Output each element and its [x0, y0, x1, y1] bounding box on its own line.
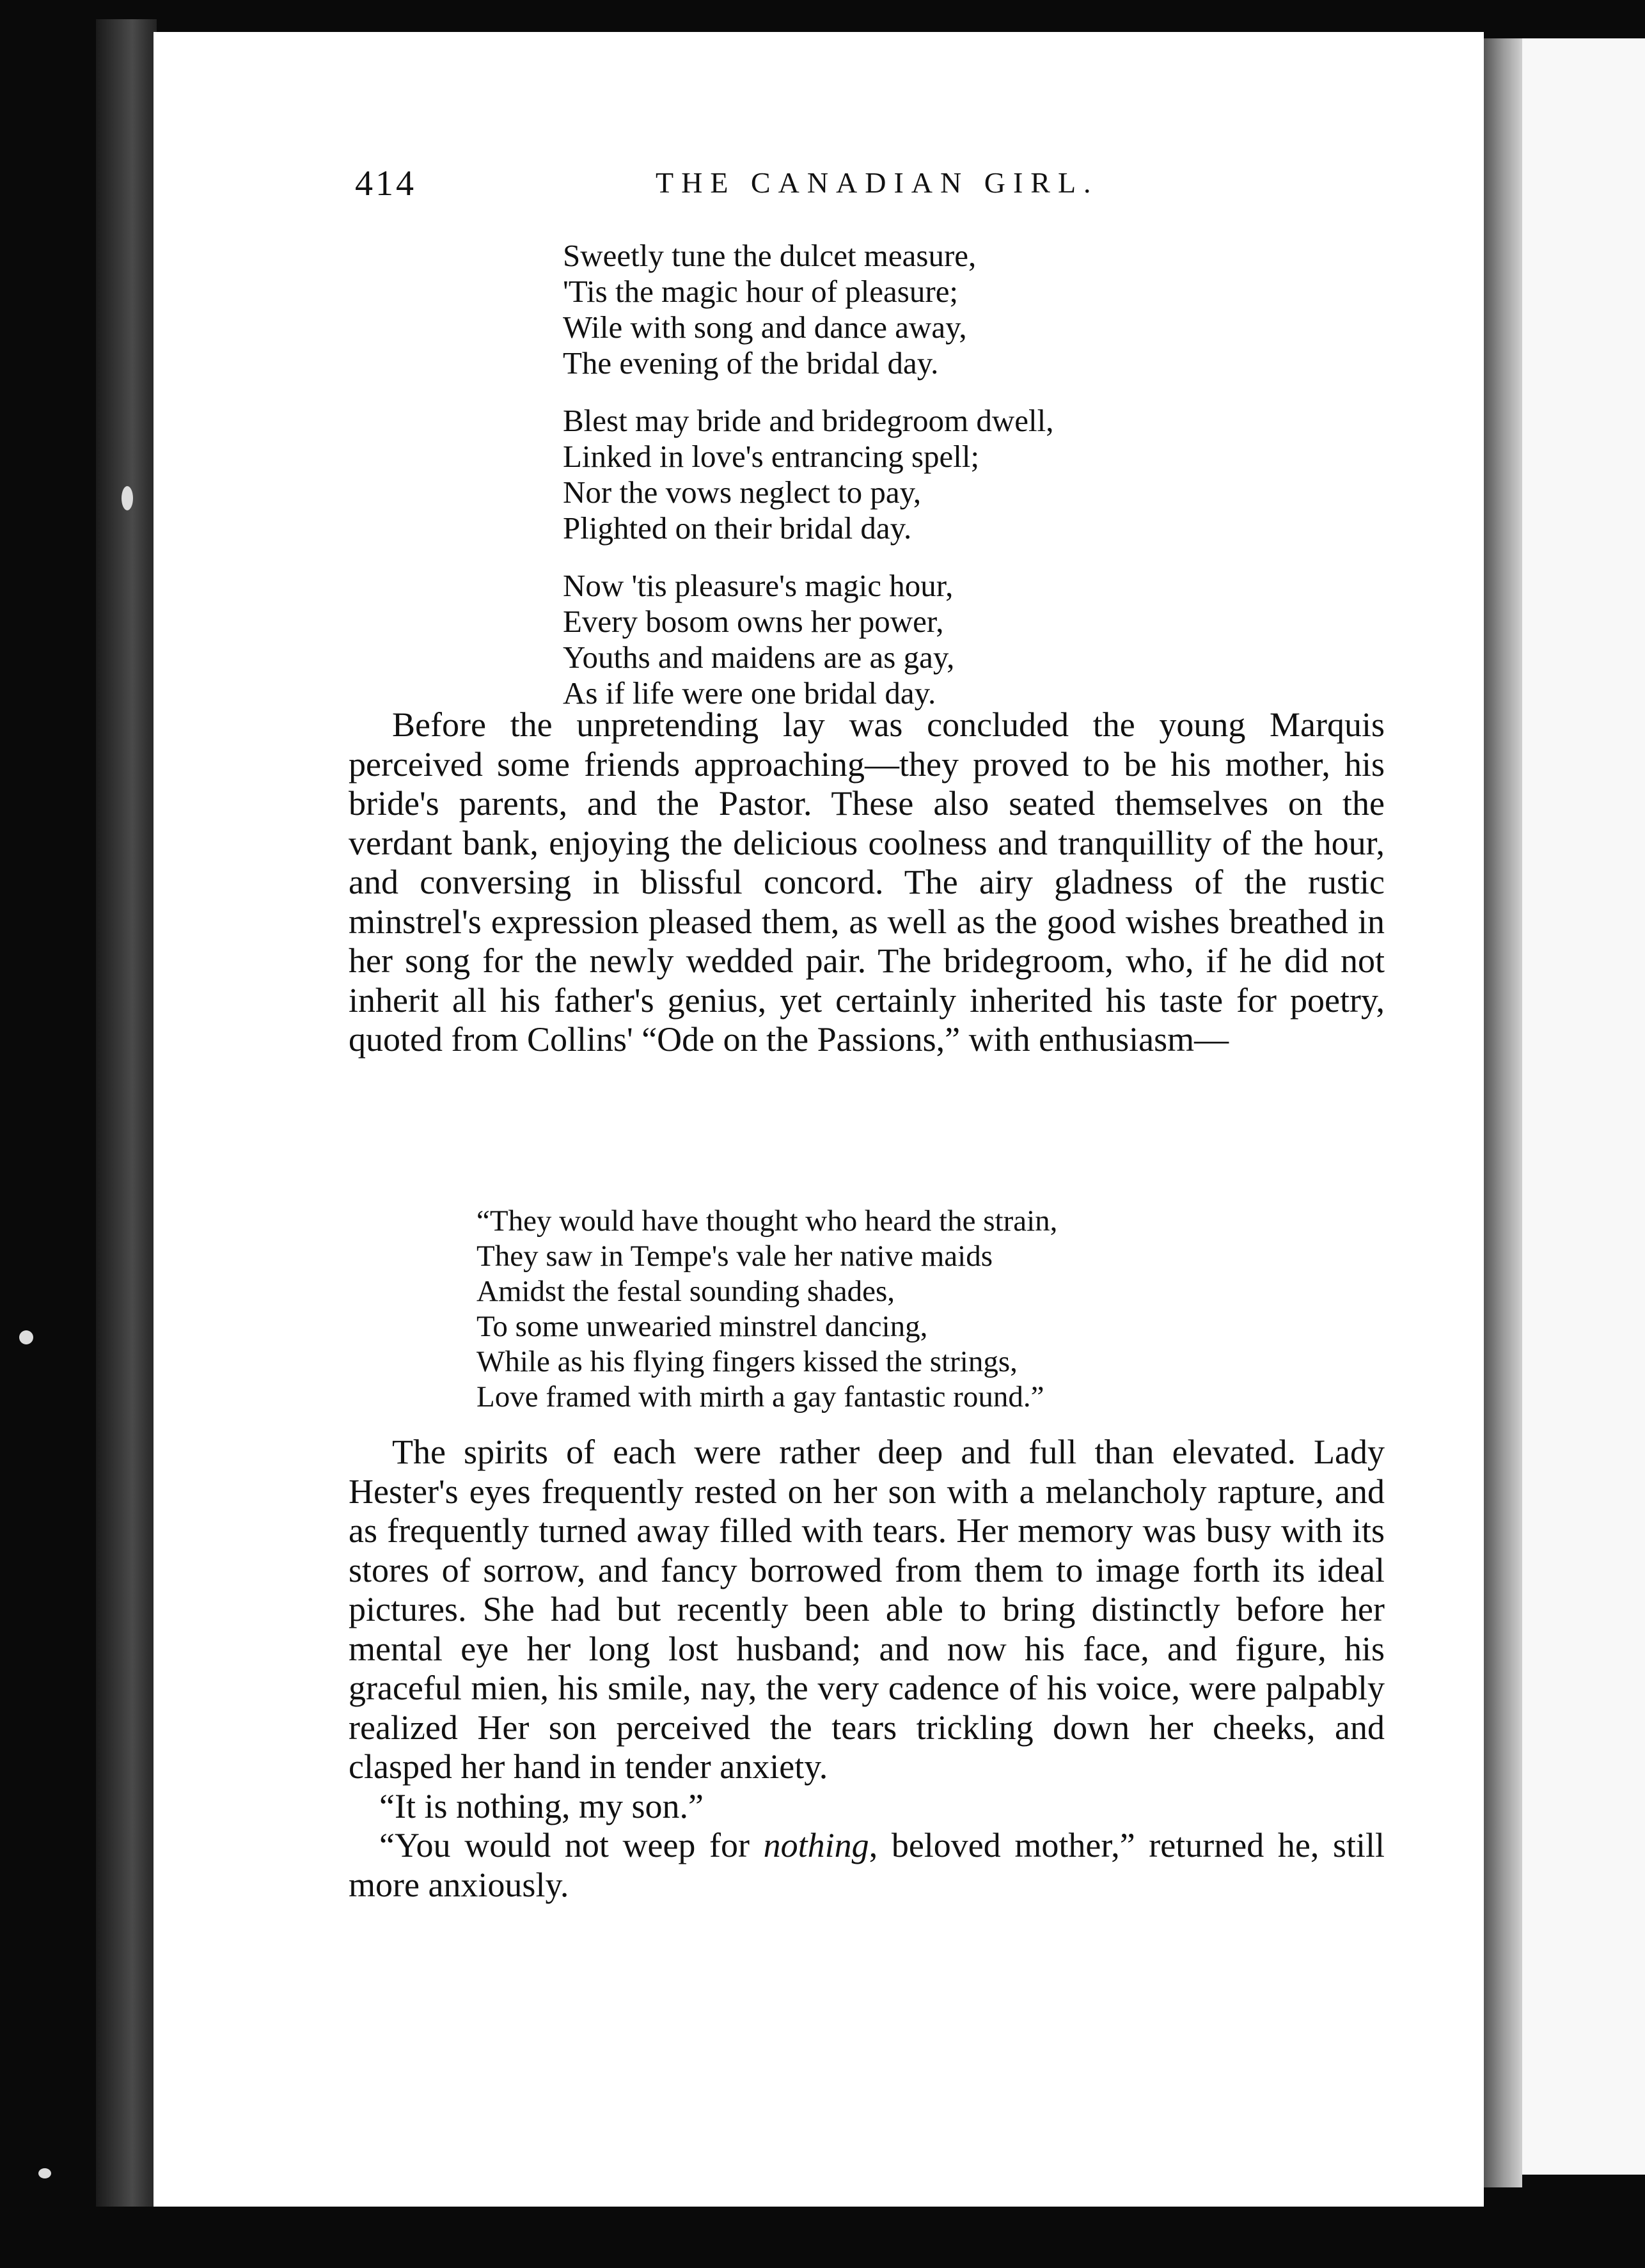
- prose-block: [349, 1433, 1385, 1905]
- verse-line: Youths and maidens are as gay,: [563, 640, 955, 675]
- verse-line: Now 'tis pleasure's magic hour,: [563, 568, 954, 603]
- dialog-text: “You would not weep for: [379, 1826, 764, 1864]
- verse-line: Amidst the festal sounding shades,: [476, 1275, 895, 1308]
- dialog-line: “It is nothing, my son.”: [379, 1786, 704, 1825]
- book-spine: [96, 19, 157, 2207]
- verse-line: Linked in love's entrancing spell;: [563, 439, 980, 474]
- page-number: 414: [355, 164, 416, 203]
- verse-line: Wile with song and dance away,: [563, 310, 967, 345]
- paragraph: The spirits of each were rather deep and full than elevated. Lady Hester's eyes frequently rested on her son with a melancholy rapture, and as frequently turned away filled with tears. Her memory was busy with its stores of sorrow, and fancy borrowed from them to image forth its ideal pictures. She had but recently been able to bring distinctly before her mental eye her long lost husband; and now his face, and figure, his graceful mien, his smile, nay, the very cadence of his voice, were palpably realized Her son perceived the tears trickling down her cheeks, and clasped her hand in tender anxiety.: [349, 1433, 1385, 1786]
- stanza: [563, 238, 1054, 381]
- verse-line: “They would have thought who heard the strain,: [476, 1204, 1058, 1238]
- dust-speck: [19, 1330, 33, 1344]
- verse-line: Every bosom owns her power,: [563, 604, 944, 639]
- verse-line: As if life were one bridal day.: [563, 675, 936, 711]
- dust-speck: [122, 486, 133, 510]
- song-verse: [563, 238, 1054, 733]
- stanza: [563, 403, 1054, 546]
- verse-line: Blest may bride and bridegroom dwell,: [563, 403, 1054, 438]
- verse-line: Nor the vows neglect to pay,: [563, 475, 922, 510]
- verse-line: Love framed with mirth a gay fantastic round.”: [476, 1380, 1044, 1414]
- stanza: [563, 568, 1054, 711]
- running-title: THE CANADIAN GIRL.: [656, 166, 1099, 199]
- verse-line: Sweetly tune the dulcet measure,: [563, 238, 977, 273]
- page-gutter: [1484, 38, 1522, 2187]
- verse-line: The evening of the bridal day.: [563, 345, 939, 381]
- verse-line: 'Tis the magic hour of pleasure;: [563, 274, 959, 309]
- verse-line: While as his flying fingers kissed the strings,: [476, 1345, 1018, 1378]
- page-header: [355, 163, 1391, 208]
- dialog-text: , beloved mother,” returned he, still more anxiously.: [349, 1826, 1385, 1904]
- quotation-verse: [476, 1204, 1057, 1415]
- dialog-line: [349, 1826, 1385, 1905]
- verse-line: To some unwearied minstrel dancing,: [476, 1310, 928, 1343]
- prose-block: [349, 705, 1385, 1060]
- dust-speck: [38, 2168, 51, 2178]
- verse-line: They saw in Tempe's vale her native maids: [476, 1240, 993, 1273]
- emphasis-text: nothing: [763, 1826, 869, 1864]
- verse-line: Plighted on their bridal day.: [563, 510, 912, 546]
- facing-page: [1522, 38, 1645, 2175]
- paragraph: Before the unpretending lay was concluded the young Marquis perceived some friends approaching—they proved to be his mother, his bride's parents, and the Pastor. These also seated themselves on the verdant bank, enjoying the delicious coolness and tranquillity of the hour, and conversing in blissful concord. The airy gladness of the rustic minstrel's expression pleased them, as well as the good wishes breathed in her song for the newly wedded pair. The bridegroom, who, if he did not inherit all his father's genius, yet certainly inherited his taste for poetry, quoted from Collins' “Ode on the Passions,” with enthusiasm—: [349, 705, 1385, 1059]
